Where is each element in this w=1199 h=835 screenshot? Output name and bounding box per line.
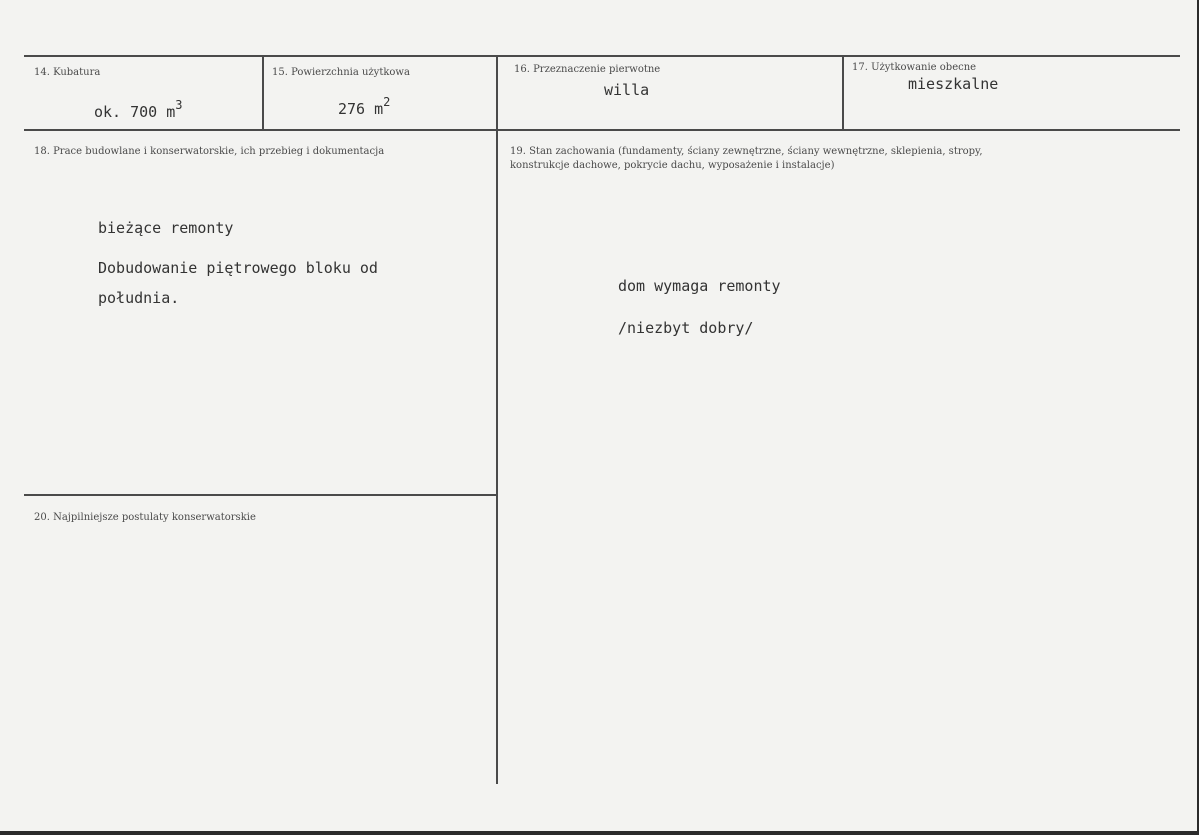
kubatura-exponent: 3 (175, 98, 183, 112)
prace-line-1: bieżące remonty (98, 219, 234, 237)
prace-line-3: południa. (98, 289, 180, 307)
top-rule (24, 55, 1180, 57)
main-vertical-divider (496, 56, 498, 784)
stan-line-2: /niezbyt dobry/ (618, 319, 754, 337)
powierzchnia-value-text: 276 m (338, 100, 384, 118)
row1-bottom-rule (24, 129, 1180, 131)
postulaty-label: 20. Najpilniejsze postulaty konserwatorskie (34, 512, 256, 523)
prace-label: 18. Prace budowlane i konserwatorskie, ich przebieg i dokumentacja (34, 146, 385, 157)
stan-line-1: dom wymaga remonty (618, 277, 781, 295)
divider-14-15 (262, 56, 264, 130)
powierzchnia-label: 15. Powierzchnia użytkowa (272, 67, 410, 78)
kubatura-value-text: ok. 700 m (94, 103, 176, 121)
powierzchnia-value (338, 97, 390, 118)
prace-line-2: Dobudowanie piętrowego bloku od (98, 259, 378, 277)
stan-label-line-1: 19. Stan zachowania (fundamenty, ściany zewnętrzne, ściany wewnętrzne, sklepienia, stropy, (510, 146, 983, 157)
kubatura-value (94, 100, 183, 121)
przeznaczenie-label: 16. Przeznaczenie pierwotne (514, 64, 661, 75)
divider-16-17 (842, 56, 844, 130)
kubatura-label: 14. Kubatura (34, 67, 101, 78)
uzytkowanie-label: 17. Użytkowanie obecne (852, 62, 977, 73)
stan-label-line-2: konstrukcje dachowe, pokrycie dachu, wyposażenie i instalacje) (510, 160, 835, 171)
left-column-divider-rule (24, 494, 497, 496)
uzytkowanie-value: mieszkalne (908, 75, 999, 93)
powierzchnia-exponent: 2 (383, 95, 391, 109)
card-bottom-edge (0, 831, 1199, 835)
przeznaczenie-value: willa (604, 81, 650, 99)
